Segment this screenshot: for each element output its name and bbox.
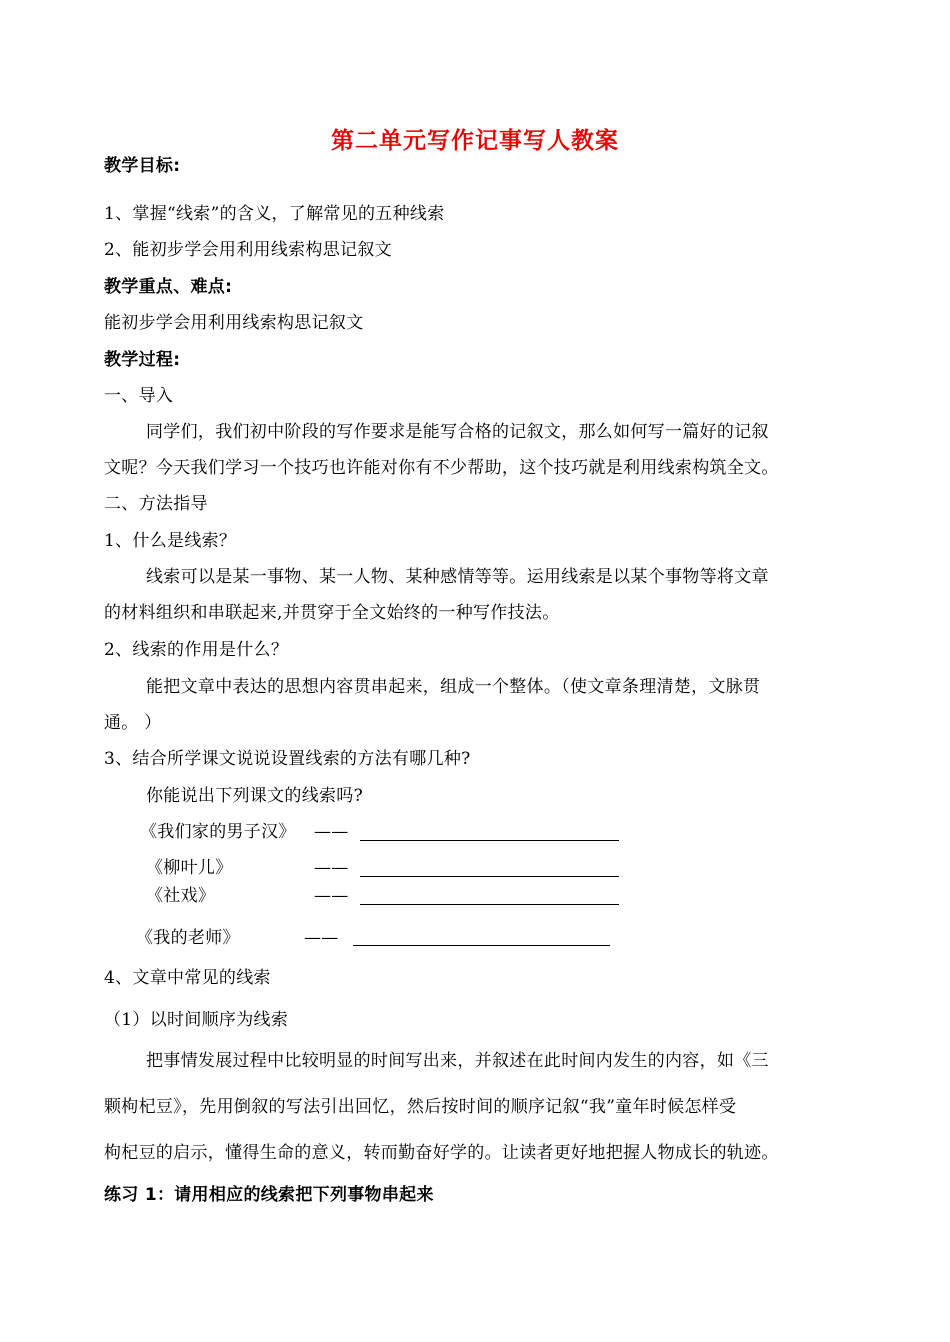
question-2: 2、线索的作用是什么？ bbox=[104, 640, 289, 660]
objective-2: 2、能初步学会用利用线索构思记叙文 bbox=[104, 240, 392, 260]
exercise-1-heading: 练习 1：请用相应的线索把下列事物串起来 bbox=[104, 1185, 434, 1205]
page-title: 第二单元写作记事写人教案 bbox=[331, 128, 619, 154]
section-method-heading: 二、方法指导 bbox=[104, 494, 208, 514]
answer-1-line-1: 线索可以是某一事物、某一人物、某种感情等等。运用线索是以某个事物等将文章 bbox=[146, 567, 769, 587]
answer-1-line-2: 的材料组织和串联起来,并贯穿于全文始终的一种写作技法。 bbox=[104, 603, 560, 623]
question-1: 1、什么是线索？ bbox=[104, 531, 237, 551]
answer-blank-2 bbox=[360, 876, 619, 877]
process-heading: 教学过程: bbox=[104, 350, 181, 370]
item-1-line-1: 把事情发展过程中比较明显的时间写出来，并叙述在此时间内发生的内容，如《三 bbox=[146, 1051, 769, 1071]
item-1-heading: （1）以时间顺序为线索 bbox=[104, 1010, 289, 1030]
answer-blank-4 bbox=[353, 945, 610, 946]
intro-paragraph-line-2: 文呢？今天我们学习一个技巧也许能对你有不少帮助，这个技巧就是利用线索构筑全文。 bbox=[104, 458, 779, 478]
objective-1: 1、掌握“线索”的含义，了解常见的五种线索 bbox=[104, 204, 445, 224]
work-dash-1: —— bbox=[314, 822, 349, 842]
work-title-2: 《柳叶儿》 bbox=[146, 858, 233, 878]
question-4: 4、文章中常见的线索 bbox=[104, 968, 271, 988]
work-dash-3: —— bbox=[314, 886, 349, 906]
work-dash-4: —— bbox=[304, 928, 339, 948]
work-dash-2: —— bbox=[314, 858, 349, 878]
work-title-3: 《社戏》 bbox=[146, 886, 216, 906]
section-intro-heading: 一、导入 bbox=[104, 386, 174, 406]
question-3: 3、结合所学课文说说设置线索的方法有哪几种? bbox=[104, 749, 471, 769]
key-text: 能初步学会用利用线索构思记叙文 bbox=[104, 313, 364, 333]
work-title-4: 《我的老师》 bbox=[136, 928, 240, 948]
work-title-1: 《我们家的男子汉》 bbox=[140, 822, 296, 842]
question-3-sub: 你能说出下列课文的线索吗? bbox=[146, 786, 364, 806]
item-1-line-2: 颗枸杞豆》，先用倒叙的写法引出回忆，然后按时间的顺序记叙“我”童年时候怎样受 bbox=[104, 1097, 737, 1117]
answer-2-line-2: 通。 ） bbox=[104, 713, 162, 733]
intro-paragraph-line-1: 同学们，我们初中阶段的写作要求是能写合格的记叙文，那么如何写一篇好的记叙 bbox=[146, 422, 769, 442]
answer-2-line-1: 能把文章中表达的思想内容贯串起来，组成一个整体。（使文章条理清楚，文脉贯 bbox=[146, 677, 761, 697]
objectives-heading: 教学目标: bbox=[104, 156, 181, 176]
answer-blank-1 bbox=[360, 840, 619, 841]
key-heading: 教学重点、难点: bbox=[104, 277, 233, 297]
item-1-line-3: 枸杞豆的启示，懂得生命的意义，转而勤奋好学的。让读者更好地把握人物成长的轨迹。 bbox=[104, 1143, 779, 1163]
answer-blank-3 bbox=[360, 904, 619, 905]
